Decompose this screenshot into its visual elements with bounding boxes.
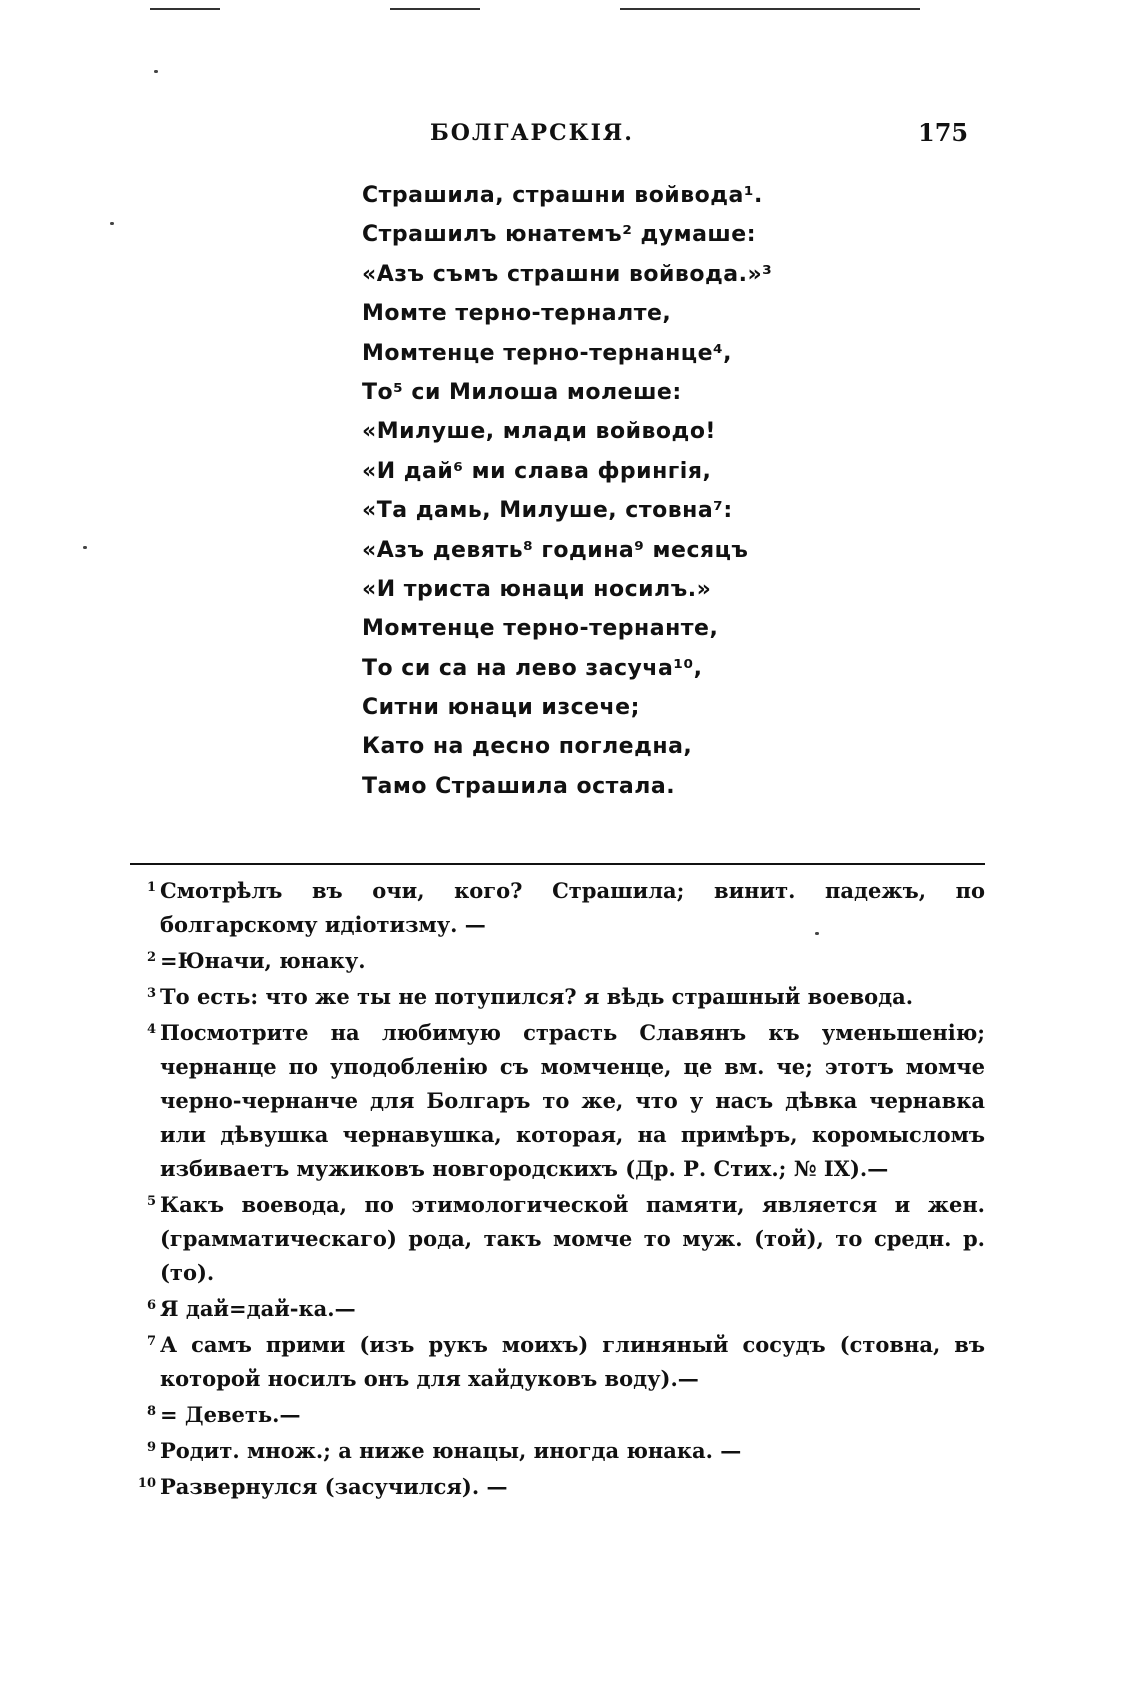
footnote-text: =Юначи, юнаку. (160, 948, 366, 973)
footnote-number: 7 (146, 1334, 156, 1349)
poem-line: Момтенце терно-тернанте, (362, 616, 719, 642)
scan-speck (83, 546, 87, 549)
poem-verse (362, 176, 772, 806)
footnote (130, 874, 985, 942)
footnote-text: А самъ прими (изъ рукъ моихъ) глиняный сосудъ (стовна, въ которой носилъ онъ для хайдуковъ воду).— (160, 1332, 985, 1391)
poem-line: «Милуше, млади войводо! (362, 419, 716, 445)
page-number: 175 (918, 118, 969, 147)
poem-line: «Та дамь, Милуше, стовна⁷: (362, 498, 733, 524)
poem-line: Страшилъ юнатемъ² думаше: (362, 222, 757, 248)
footnote (130, 944, 985, 978)
footnote-number: 2 (146, 950, 156, 965)
footnote-number: 9 (146, 1440, 156, 1455)
scan-speck (815, 932, 819, 935)
footnote-number: 3 (146, 986, 156, 1001)
top-scan-edge (620, 8, 920, 10)
poem-line: Момтенце терно-тернанце⁴, (362, 340, 732, 366)
poem-line: То си са на лево засуча¹⁰, (362, 655, 703, 681)
footnote-number: 1 (146, 880, 156, 895)
scan-speck (110, 222, 114, 225)
footnote-text: Какъ воевода, по этимологической памяти, является и жен. (грамматическаго) рода, такъ момче то муж. (той), то средн. р. (то). (160, 1192, 985, 1285)
poem-line: Момте терно-терналте, (362, 301, 672, 327)
running-header: БОЛГАРСКІЯ. (430, 120, 634, 146)
top-scan-edge (150, 8, 220, 10)
footnote-number: 10 (137, 1476, 156, 1491)
footnote (130, 1398, 985, 1432)
poem-line: Като на десно погледна, (362, 734, 693, 760)
poem-line: Страшила, страшни войвода¹. (362, 183, 763, 208)
footnotes (130, 874, 985, 1506)
footnote-text: Развернулся (засучился). — (160, 1474, 508, 1499)
footnote-text: Я дай=дай-ка.— (160, 1296, 356, 1321)
footnote (130, 1188, 985, 1290)
footnote-text: То есть: что же ты не потупился? я вѣдь страшный воевода. (160, 984, 914, 1009)
poem-line: Ситни юнаци изсече; (362, 695, 640, 721)
poem-line: «Азъ съмъ страшни войвода.»³ (362, 261, 773, 287)
top-scan-edge (390, 8, 480, 10)
footnote-text: Посмотрите на любимую страсть Славянъ къ уменьшенію; чернанце по уподобленію съ момченце, це вм. че; этотъ момче черно-чернанче для Болгаръ то же, что у насъ дѣвка чернавка или дѣвушка чернавушка, которая, на примѣръ, коромысломъ избиваетъ мужиковъ новгородскихъ (Др. Р. Стих.; № IX).— (160, 1020, 985, 1181)
poem-line: «И дай⁶ ми слава фрингія, (362, 458, 712, 484)
footnote (130, 1328, 985, 1396)
poem-line: То⁵ си Милоша молеше: (362, 379, 682, 405)
footnote-number: 8 (146, 1404, 156, 1419)
footnote-number: 5 (146, 1194, 156, 1209)
footnote (130, 1470, 985, 1504)
poem-line: «Азъ девять⁸ година⁹ месяцъ (362, 537, 749, 563)
scan-speck (154, 70, 158, 73)
footnote-text: Смотрѣлъ въ очи, кого? Страшила; винит. падежъ, по болгарскому идіотизму. — (160, 878, 985, 937)
footnote-text: = Деветь.— (160, 1402, 301, 1427)
footnote-number: 6 (146, 1298, 156, 1313)
footnote (130, 980, 985, 1014)
footnote-divider (130, 863, 985, 865)
footnote (130, 1016, 985, 1186)
footnote (130, 1292, 985, 1326)
poem-line: «И триста юнаци носилъ.» (362, 576, 712, 602)
footnote-number: 4 (146, 1022, 156, 1037)
poem-line: Тамо Страшила остала. (362, 773, 676, 799)
footnote-text: Родит. множ.; а ниже юнацы, иногда юнака. — (160, 1438, 742, 1463)
footnote (130, 1434, 985, 1468)
